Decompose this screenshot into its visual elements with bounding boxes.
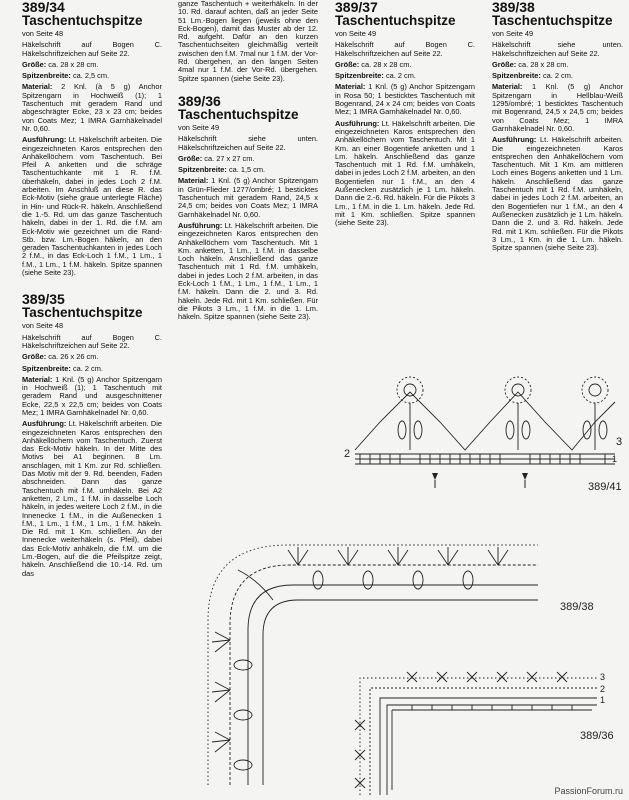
width-value: ca. 2 cm. [542, 71, 573, 81]
size-label: Größe: [492, 59, 517, 69]
width-line [22, 365, 162, 373]
column-3 [335, 0, 475, 231]
material-label: Material: [22, 82, 53, 92]
chart-label-389-41: 389/41 [588, 481, 622, 493]
pattern-code: 389/37 [335, 0, 378, 15]
intro-text: Häkelschrift siehe unten. Häkelschriftzeichen auf Seite 22. [492, 40, 623, 58]
width-label: Spitzenbreite: [22, 363, 71, 373]
intro-text: Häkelschrift auf Bogen C. Häkelschriftzeichen auf Seite 22. [22, 332, 162, 350]
width-line [335, 72, 475, 80]
pattern-title: Taschentuchspitze [492, 13, 613, 28]
instructions-text [178, 222, 318, 322]
row-number-1: 1 [600, 695, 606, 705]
instructions-value: Lt. Häkelschrift arbeiten. Die eingezeichneten Karos entsprechen den Anhäkellöchern vom Taschentuch. Mit 1 Km. am mittleren Loch eines Bogens anketten und 1 Lm. häkeln. Anschließend das ganze Taschentuch mit 1 Rd. f.M. umhäkeln, dabei in jedes Loch 2 f.M. arbeiten, an den Bogentiefen nur 1 f.M., an den 4 Außenecken zusätzlich je 1 Lm. häkeln. Dann die 2. und 3. Rd. häkeln. Jede Rd. mit 1 Km. schließen. Für die Pikots 3 Lm., 1 Km. in die 1. Lm. häkeln. Spitze spannen (siehe Seite 23). [492, 135, 623, 253]
width-value: ca. 2 cm. [72, 363, 103, 373]
row-number-2: 2 [600, 684, 606, 694]
pattern-code: 389/36 [178, 92, 221, 109]
pattern-code: 389/35 [22, 291, 65, 308]
material-label: Material: [335, 82, 366, 92]
instructions-label: Ausführung: [178, 220, 223, 230]
material-text [22, 376, 162, 417]
instructions-value: Lt. Häkelschrift arbeiten. Die eingezeichneten Karos entsprechen den Anhäkellöchern vom Taschentuch. Zuerst das Eck-Motiv häkeln. In der Mitte des Motivs bei A1 beginnen. 8 Lm. anschlagen, mit 1 Km. zur Rd. schließen. Das Motiv mit der 9. Rd. beenden, Faden abschneiden. Dann das ganze Taschentuch mit f.M. umhäkeln. Bei A2 anketten, 2 Lm., 1 f.M. in dasselbe Loch häkeln, in jedes weitere Loch 2 f.M., in die Innenecke 1 f.M., in die Außenecken 1 f.M., 1 Lm., 1 f.M., 1 Lm., 1 f.M. häkeln. Die Rd. mit 1 Km. schließen. An der Innenecke weiterhäkeln (s. Pfeil), dabei das Eck-Motiv anhäkeln, die f.M. um die Lm.-Bogen, auf die die Pfeilspitze zeigt, häkeln. Anschließend die 10.-14. Rd. um das [22, 419, 162, 578]
column-2 [178, 0, 318, 325]
crochet-chart-389-36 [352, 660, 622, 795]
width-line [178, 166, 318, 174]
page-ref: von Seite 49 [492, 29, 534, 38]
pattern-title: Taschentuchspitze [22, 13, 143, 28]
width-value: ca. 2,5 cm. [72, 71, 110, 81]
width-label: Spitzenbreite: [178, 165, 227, 175]
size-label: Größe: [22, 59, 47, 69]
size-value: ca. 28 x 28 cm. [361, 59, 412, 69]
material-value: 1 Knl. (5 g) Anchor Spitzengarn in Grün-Flieder 1277/ombré; 1 besticktes Taschentuch mit geradem Rand, 24,5 x 24,5 cm; beides von Coats Mez; 1 IMRA Garnhäkelnadel Nr. 0,60. [178, 176, 318, 219]
material-text [178, 177, 318, 218]
intro-text: Häkelschrift auf Bogen C. Häkelschriftzeichen auf Seite 22. [22, 40, 162, 58]
material-text [22, 83, 162, 133]
row-number-3: 3 [616, 436, 623, 448]
page-ref: von Seite 48 [22, 29, 64, 38]
width-value: ca. 1,5 cm. [228, 165, 266, 175]
intro-text: Häkelschrift siehe unten. Häkelschriftzeichen auf Seite 22. [178, 134, 318, 152]
instructions-label: Ausführung: [492, 135, 537, 145]
instructions-label: Ausführung: [22, 419, 67, 429]
width-label: Spitzenbreite: [22, 71, 71, 81]
material-value: 1 Knl. (5 g) Anchor Spitzengarn in Hochweiß (1); 1 Taschentuch mit geradem Rand und ausgeschnittener Ecke, 22,5 x 22,5 cm; beides von Coats Mez; 1 IMRA Garnhäkelnadel Nr. 0,60. [22, 374, 162, 417]
instructions-label: Ausführung: [335, 118, 380, 128]
material-label: Material: [492, 82, 523, 92]
material-label: Material: [178, 176, 209, 186]
pattern-code: 389/38 [492, 0, 535, 15]
size-value: ca. 28 x 28 cm. [48, 59, 99, 69]
size-line [335, 61, 475, 69]
size-line [22, 61, 162, 69]
width-line [22, 72, 162, 80]
width-label: Spitzenbreite: [335, 71, 384, 81]
size-line [22, 353, 162, 361]
page-ref: von Seite 49 [178, 122, 220, 132]
page-ref: von Seite 49 [335, 29, 377, 38]
column-4 [492, 0, 623, 255]
pattern-title: Taschentuchspitze [335, 13, 456, 28]
crochet-chart-389-41 [340, 362, 625, 497]
pattern-code: 389/34 [22, 0, 65, 15]
instructions-text [22, 136, 162, 277]
row-number-2: 2 [344, 448, 351, 460]
column-1 [22, 0, 162, 581]
corner-grid-diagram [352, 660, 622, 795]
size-value: ca. 28 x 28 cm. [518, 59, 569, 69]
instructions-value: Lt. Häkelschrift arbeiten. Die eingezeichneten Karos entsprechen den Anhäkellöchern vom Taschentuch. Bei Pfeil A anketten und die schräge Taschentuchkante mit 1 R. f.M. überhäkeln, dabei in jedes Loch 2 f.M. arbeiten. Im Anschluß an diese R. das Eck-Motiv (siehe graue unterlegte Fläche) in Hin- und Rück-R. häkeln. Anschließend die 1.-5. Rd. um das ganze Taschentuch häkeln, dabei in der 1. Rd. die f.M. am Eck-Motiv wie gezeichnet um die Rand-Stb. bzw. Lm.-Bogen häkeln, an den geraden Taschentuchkanten in jedes Loch 2 f.M., in das Eck-Loch 1 f.M., 1 Lm., 1 f.M., 1 Lm., 1 f.M. häkeln. Spitze spannen (siehe Seite 23). [22, 135, 162, 278]
row-number-3: 3 [600, 672, 606, 682]
pattern-title: Taschentuchspitze [178, 106, 299, 122]
instructions-value: Lt. Häkelschrift arbeiten. Die eingezeichneten Karos entsprechen den Anhäkellöchern vom Taschentuch. Mit 1 Km. anketten, 1 Lm., 1 f.M. in dasselbe Loch häkeln. Anschließend das ganze Taschentuch mit 1 Rd. f.M. umhäkeln, dabei in jedes Loch 2 f.M. arbeiten, in das Eck-Loch 1 f.M., 1 Lm., 1 f.M., 1 Lm., 1 f.M. häkeln. Dann die 2. und 3. Rd. häkeln. Jede Rd. mit 1 Km. schließen. Für die Pikots 3 Lm., 1 f.M. in die 1. Lm. häkeln. Spitze spannen (siehe Seite 23). [178, 220, 318, 322]
instructions-text [22, 420, 162, 578]
width-label: Spitzenbreite: [492, 71, 541, 81]
size-line [492, 61, 623, 69]
chart-label-389-38: 389/38 [560, 601, 594, 613]
size-label: Größe: [22, 352, 47, 362]
size-label: Größe: [178, 153, 203, 163]
pattern-title: Taschentuchspitze [22, 305, 143, 321]
row-number-1: 1 [612, 454, 618, 464]
size-line [178, 155, 318, 163]
intro-text: Häkelschrift auf Bogen C. Häkelschriftzeichen auf Seite 22. [335, 40, 475, 58]
instructions-label: Ausführung: [22, 135, 67, 145]
watermark: PassionForum.ru [554, 786, 623, 796]
width-value: ca. 2 cm. [385, 71, 416, 81]
size-label: Größe: [335, 59, 360, 69]
material-value: 1 Knl. (5 g) Anchor Spitzengarn in Hellblau-Weiß 1295/ombré; 1 besticktes Taschentuch mit Bogenrand, 24,5 x 24,5 cm; beides von Coats Mez; 1 IMRA Garnhäkelnadel Nr. 0,60. [492, 82, 623, 133]
material-value: 1 Knl. (5 g) Anchor Spitzengarn in Rosa 50; 1 besticktes Taschentuch mit Bogenrand, 24 x 24 cm; beides von Coats Mez; 1 IMRA Garnhäkelnadel Nr. 0,60. [335, 82, 475, 117]
material-text [335, 83, 475, 116]
page-ref: von Seite 48 [22, 321, 64, 331]
instructions-text [492, 136, 623, 252]
flower-border-diagram [340, 362, 625, 497]
material-text [492, 83, 623, 133]
chart-label-389-36: 389/36 [580, 730, 614, 742]
material-label: Material: [22, 374, 53, 384]
size-value: ca. 27 x 27 cm. [204, 153, 255, 163]
continued-text: ganze Taschentuch + weiterhäkeln. In der 10. Rd. darauf achten, daß an jeder Seite 51 Lm.-Bogen liegen (jeweils ohne den Eck-Bogen), damit das Muster ab der 12. Rd. aufgeht. Dafür an den kurzen Taschentuchseiten gleichmäßig verteilt zwischen den f.M. 7mal nur 1 f.M. der Vor-Rd. übergehen, an den langen Seiten 4mal nur 1 f.M. der Vor-Rd. übergehen. Spitze spannen (siehe Seite 23). [178, 0, 318, 83]
width-line [492, 72, 623, 80]
instructions-value: Lt. Häkelschrift arbeiten. Die eingezeichneten Karos entsprechen den Anhäkellöchern vom Taschentuch. Mit 1 Km. an einer Bogentiefe anketten und 1 Lm. häkeln. Anschließend das ganze Taschentuch mit 1 Rd. f.M. umhäkeln, dabei in jedes Loch 2 f.M. arbeiten, an den Bogentiefen nur 1 f.M., an den 4 Außenecken zusätzlich je 1 Lm. häkeln. Dann die 2.-6. Rd. häkeln. Für die Pikots 3 Lm., 1 f.M. in die 1. Lm. häkeln. Jede Rd. mit 1 Km. schließen. Spitze spannen (siehe Seite 23). [335, 118, 475, 228]
size-value: ca. 26 x 26 cm. [48, 352, 99, 362]
material-value: 2 Knl. (à 5 g) Anchor Spitzengarn in Hochweiß (1); 1 Taschentuch mit geradem Rand und abgeschrägter Ecke, 23 x 23 cm; beides von Coats Mez; 1 IMRA Garnhäkelnadel Nr. 0,60. [22, 82, 162, 133]
instructions-text [335, 120, 475, 228]
